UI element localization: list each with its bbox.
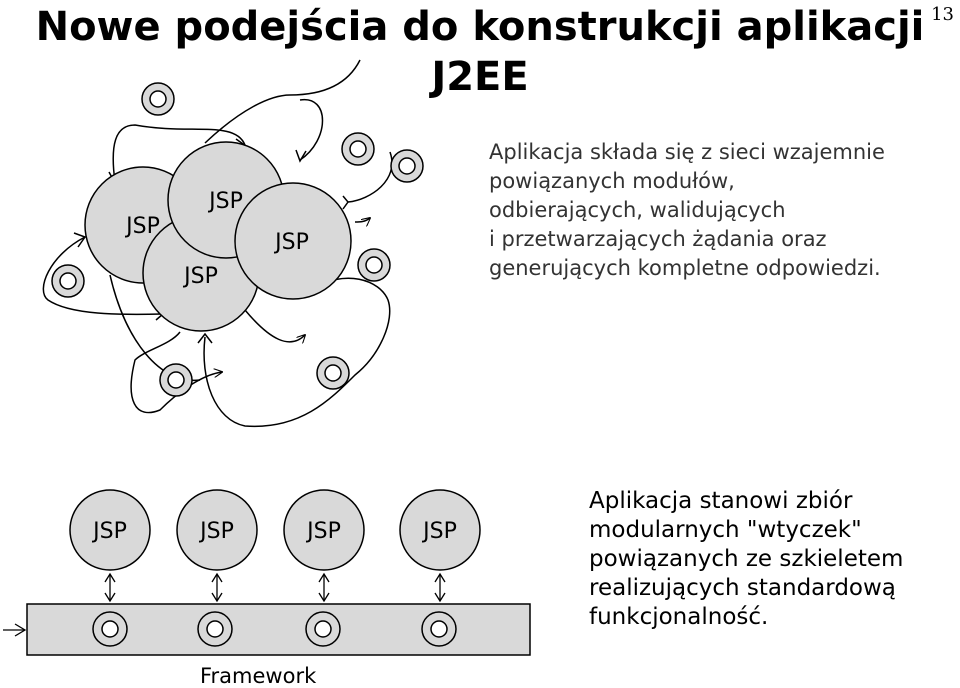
jsp-module-label: JSP — [209, 189, 243, 214]
description-line: Aplikacja stanowi zbiór — [589, 488, 853, 514]
network-description — [489, 138, 929, 283]
description-line: powiązanych ze szkieletem — [589, 546, 904, 572]
double-arrow — [212, 574, 222, 601]
jsp-plugin-label: JSP — [200, 519, 234, 544]
connector-node — [160, 364, 192, 396]
jsp-plugin-label: JSP — [423, 519, 457, 544]
description-line: odbierających, walidujących — [489, 198, 786, 222]
arrowhead — [343, 196, 348, 209]
description-line: Aplikacja składa się z sieci wzajemnie — [489, 140, 885, 164]
page-number: 13 — [931, 4, 954, 25]
jsp-plugin-label: JSP — [93, 519, 127, 544]
plugin-links — [105, 574, 445, 601]
description-line: realizujących standardową — [589, 575, 896, 601]
connector-node — [317, 357, 349, 389]
description-line: powiązanych modułów, — [489, 169, 735, 193]
connector-node — [342, 133, 374, 165]
double-arrow — [319, 574, 329, 601]
connector-node — [142, 83, 174, 115]
double-arrow — [435, 574, 445, 601]
jsp-module-label: JSP — [184, 264, 218, 289]
connector-node — [52, 265, 84, 297]
arrowhead — [296, 150, 306, 161]
connection-curve — [355, 218, 370, 222]
framework-description — [589, 487, 949, 632]
description-line: generujących kompletne odpowiedzi. — [489, 256, 881, 280]
network-modules — [85, 142, 351, 331]
connection-curve — [300, 100, 323, 160]
framework-label: Framework — [200, 664, 317, 688]
socket-node — [306, 612, 340, 646]
framework-diagram — [3, 490, 530, 655]
connector-node — [391, 150, 423, 182]
connector-node — [358, 249, 390, 281]
socket-node — [93, 612, 127, 646]
description-line: modularnych "wtyczek" — [589, 517, 862, 543]
title-line-1: Nowe podejścia do konstrukcji aplikacji — [35, 4, 925, 50]
framework-modules — [70, 490, 480, 570]
jsp-plugin-label: JSP — [307, 519, 341, 544]
connection-curve — [205, 60, 360, 143]
socket-node — [198, 612, 232, 646]
description-line: funkcjonalność. — [589, 604, 769, 630]
title-line-2: J2EE — [431, 54, 529, 100]
description-line: i przetwarzających żądania oraz — [489, 227, 827, 251]
double-arrow — [105, 574, 115, 601]
connection-curve — [245, 310, 305, 342]
socket-node — [422, 612, 456, 646]
jsp-module-label: JSP — [275, 230, 309, 255]
jsp-module-label: JSP — [126, 214, 160, 239]
